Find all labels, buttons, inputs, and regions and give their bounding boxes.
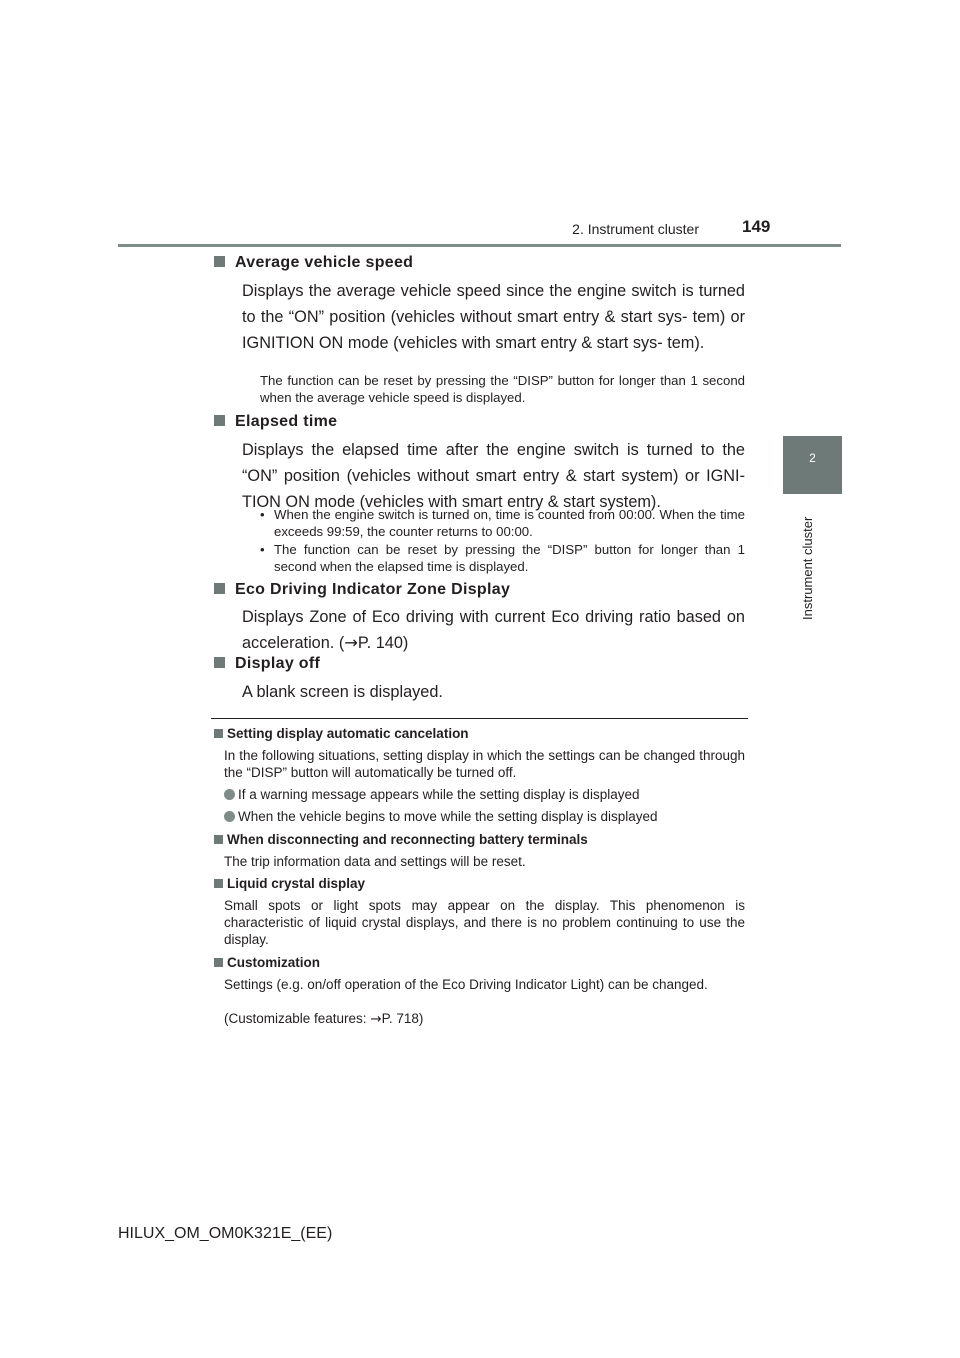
square-bullet-icon xyxy=(214,879,223,888)
square-bullet-icon xyxy=(214,729,223,738)
item-bullet: • The function can be reset by pressing the “DISP” button for longer than 1 second when the elapsed time is displayed. xyxy=(260,542,745,574)
circle-bullet-icon xyxy=(224,811,235,822)
item-heading-average-speed: Average vehicle speed xyxy=(214,254,413,272)
note-heading-customization: Customization xyxy=(214,955,320,970)
item-body-elapsed-time: Displays the elapsed time after the engine switch is turned to the “ON” position (vehicles without smart entry & start system) or IGNI- TION ON mode (vehicles with smart entry & start system). xyxy=(242,441,745,511)
item-heading-eco-zone: Eco Driving Indicator Zone Display xyxy=(214,581,510,599)
arrow-right-icon: → xyxy=(344,633,358,652)
note-bullet: When the vehicle begins to move while the setting display is displayed xyxy=(224,809,745,824)
note-body-battery: The trip information data and settings will be reset. xyxy=(224,854,526,869)
note-heading-battery: When disconnecting and reconnecting battery terminals xyxy=(214,832,588,847)
header-divider xyxy=(118,244,841,247)
section-title: 2. Instrument cluster xyxy=(572,221,699,237)
page-reference-link[interactable]: P. 140 xyxy=(357,634,403,652)
square-bullet-icon xyxy=(214,958,223,967)
chapter-tab-label: Instrument cluster xyxy=(800,516,815,620)
square-bullet-icon xyxy=(214,835,223,844)
item-note-average-speed: The function can be reset by pressing the “DISP” button for longer than 1 second when the average vehicle speed is displayed. xyxy=(260,373,745,405)
square-bullet-icon xyxy=(214,583,225,594)
square-bullet-icon xyxy=(214,256,225,267)
note-heading-lcd: Liquid crystal display xyxy=(214,876,365,891)
square-bullet-icon xyxy=(214,657,225,668)
item-heading-display-off: Display off xyxy=(214,655,320,673)
item-bullet: • When the engine switch is turned on, time is counted from 00:00. When the time exceeds 99:59, the counter returns to 00:00. xyxy=(260,507,745,539)
page-number: 149 xyxy=(742,217,771,236)
chapter-tab: 2 xyxy=(783,436,842,494)
item-body-average-speed: Displays the average vehicle speed since the engine switch is turned to the “ON” position (vehicles without smart entry & start sys- tem) or IGNITION ON mode (vehicles with smart entry & start sys- tem). xyxy=(242,282,745,352)
note-body-setting: In the following situations, setting display in which the settings can be changed through the “DISP” button will automatically be turned off. xyxy=(224,748,745,780)
section-divider xyxy=(211,718,748,719)
arrow-right-icon: → xyxy=(370,1011,382,1027)
item-heading-elapsed-time: Elapsed time xyxy=(214,413,337,431)
note-ref-customization: (Customizable features: →P. 718) xyxy=(224,1011,424,1027)
document-code: HILUX_OM_OM0K321E_(EE) xyxy=(118,1225,333,1242)
item-body-eco-zone: Displays Zone of Eco driving with current Eco driving ratio based on acceleration. (→P. 140) xyxy=(242,608,745,652)
note-bullet: If a warning message appears while the setting display is displayed xyxy=(224,787,745,802)
note-body-lcd: Small spots or light spots may appear on the display. This phenomenon is characteristic of liquid crystal displays, and there is no problem continuing to use the display. xyxy=(224,898,745,947)
page-reference-link[interactable]: P. 718 xyxy=(381,1011,419,1026)
note-body-customization: Settings (e.g. on/off operation of the Eco Driving Indicator Light) can be changed. xyxy=(224,977,708,992)
circle-bullet-icon xyxy=(224,789,235,800)
item-body-display-off: A blank screen is displayed. xyxy=(242,683,443,701)
note-heading-setting: Setting display automatic cancelation xyxy=(214,726,469,741)
square-bullet-icon xyxy=(214,415,225,426)
